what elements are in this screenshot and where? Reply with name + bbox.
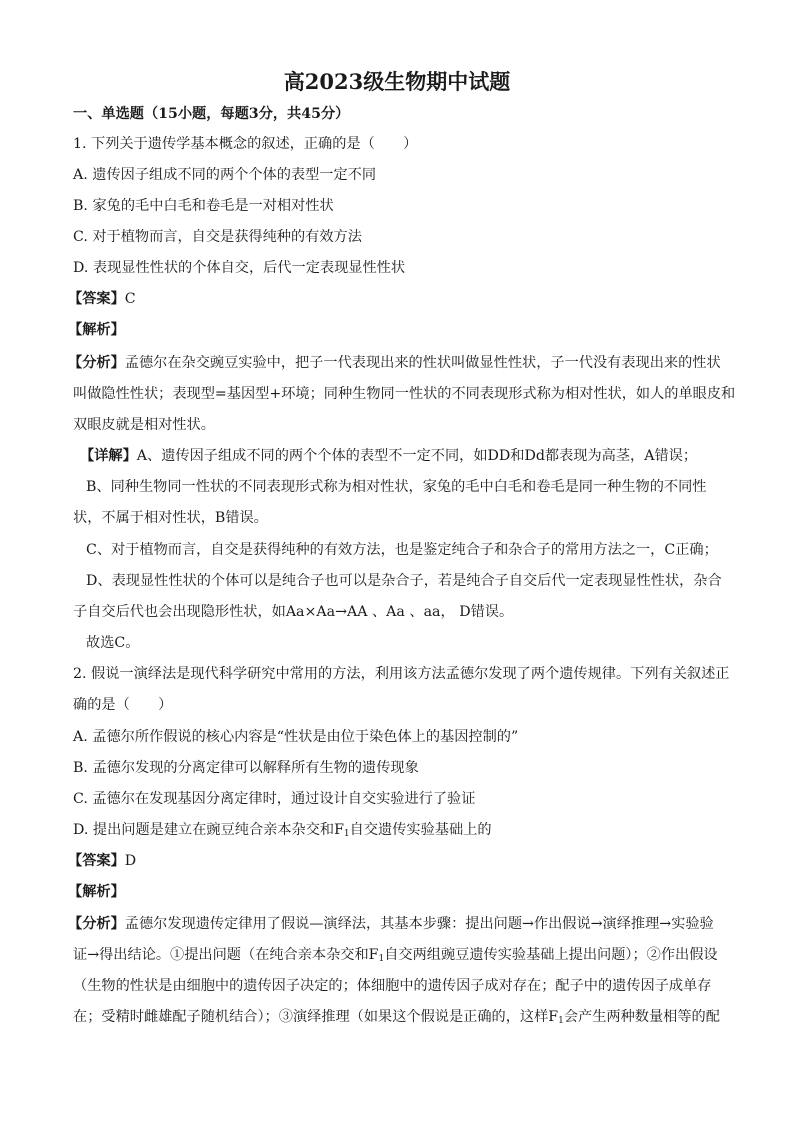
q2-option-a: A. 孟德尔所作假说的核心内容是“性状是由位于染色体上的基因控制的” <box>73 729 519 745</box>
q1-option-d: D. 表现显性性状的个体自交，后代一定表现显性性状 <box>73 260 406 276</box>
q1-option-b: B. 家兔的毛中白毛和卷毛是一对相对性状 <box>73 198 334 214</box>
q2-fenxi-line-2 <box>73 945 718 969</box>
subscript: 1 <box>558 1016 564 1026</box>
q1-xiangjie-line-3: 状，不属于相对性状，B错误。 <box>73 510 268 526</box>
q2-fenxi-line-3: （生物的性状是由细胞中的遗传因子决定的；体细胞中的遗传因子成对存在；配子中的遗传因子成单存 <box>73 978 712 994</box>
q1-xiangjie-line-1 <box>80 446 697 466</box>
q2-option-d <box>73 820 492 844</box>
q2-analysis-label: 【解析】 <box>68 884 125 900</box>
xiangjie-text: A、遗传因子组成不同的两个个体的表型不一定不同，如DD和Dd都表现为高茎，A错误； <box>136 448 698 464</box>
q1-xiangjie-line-2: B、同种生物同一性状的不同表现形式称为相对性状，家兔的毛中白毛和卷毛是同一种生物的不同性 <box>86 479 707 495</box>
fenxi-text: 孟德尔在杂交豌豆实验中，把子一代表现出来的性状叫做显性性状，子一代没有表现出来的性状 <box>124 355 721 371</box>
q1-option-a: A. 遗传因子组成不同的两个个体的表型一定不同 <box>73 167 377 183</box>
subscript: 1 <box>378 954 385 964</box>
q1-xiangjie-line-5: D、表现显性性状的个体可以是纯合子也可以是杂合子，若是纯合子自交后代一定表现显性性状，杂合 <box>86 573 722 589</box>
q1-answer <box>68 289 136 309</box>
fenxi-text: 孟德尔发现遗传定律用了假说—演绎法，其基本步骤：提出问题→作出假说→演绎推理→实验验 <box>124 916 714 932</box>
q2-option-b: B. 孟德尔发现的分离定律可以解释所有生物的遗传现象 <box>73 760 419 776</box>
subscript: 1 <box>343 829 350 839</box>
q2-fenxi-line-4 <box>73 1007 720 1031</box>
answer-label: 【答案】 <box>68 853 125 869</box>
section-heading: 一、单选题（15小题，每题3分，共45分） <box>73 106 350 122</box>
fenxi-text: 在；受精时雌雄配子随机结合）；③演绎推理（如果这个假说是正确的，这样F <box>73 1009 559 1025</box>
option-d-text: D. 提出问题是建立在豌豆纯合亲本杂交和F <box>73 822 344 838</box>
q1-xiangjie-line-6: 子自交后代也会出现隐形性状，如Aa×Aa→AA 、Aa 、aa， D错误。 <box>73 604 514 620</box>
fenxi-label: 【分析】 <box>68 355 125 371</box>
option-d-text-rest: 自交遗传实验基础上的 <box>349 822 492 838</box>
q1-conclusion: 故选C。 <box>86 635 140 651</box>
q1-fenxi-line-3: 双眼皮就是相对性状。 <box>73 417 215 433</box>
q1-stem: 1. 下列关于遗传学基本概念的叙述，正确的是（ ） <box>73 136 418 152</box>
q1-xiangjie-line-4: C、对于植物而言，自交是获得纯种的有效方法，也是鉴定纯合子和杂合子的常用方法之一，C正确； <box>86 542 718 558</box>
fenxi-text: 证→得出结论。①提出问题（在纯合亲本杂交和F <box>73 947 379 963</box>
q1-fenxi-line-2: 叫做隐性性状；表现型=基因型+环境；同种生物同一性状的不同表现形式称为相对性状，如人的单眼皮和 <box>73 386 736 402</box>
answer-value: C <box>124 291 136 307</box>
q2-fenxi-line-1 <box>68 914 714 934</box>
fenxi-label: 【分析】 <box>68 916 125 932</box>
xiangjie-label: 【详解】 <box>80 448 137 464</box>
q2-answer <box>68 851 136 871</box>
answer-value: D <box>124 853 137 869</box>
fenxi-text-rest: 会产生两种数量相等的配 <box>563 1009 720 1025</box>
page-title: 高2023级生物期中试题 <box>283 69 511 94</box>
q2-stem-line-1: 2. 假说一演绎法是现代科学研究中常用的方法，利用该方法孟德尔发现了两个遗传规律。下列有关叙述正 <box>73 666 730 682</box>
q2-option-c: C. 孟德尔在发现基因分离定律时，通过设计自交实验进行了验证 <box>73 791 476 807</box>
q1-option-c: C. 对于植物而言，自交是获得纯种的有效方法 <box>73 229 362 245</box>
answer-label: 【答案】 <box>68 291 125 307</box>
q2-stem-line-2: 确的是（ ） <box>73 697 173 713</box>
fenxi-text-rest: 自交两组豌豆遗传实验基础上提出问题）；②作出假设 <box>384 947 718 963</box>
q1-fenxi-line-1 <box>68 353 721 373</box>
q1-analysis-label: 【解析】 <box>68 322 125 338</box>
